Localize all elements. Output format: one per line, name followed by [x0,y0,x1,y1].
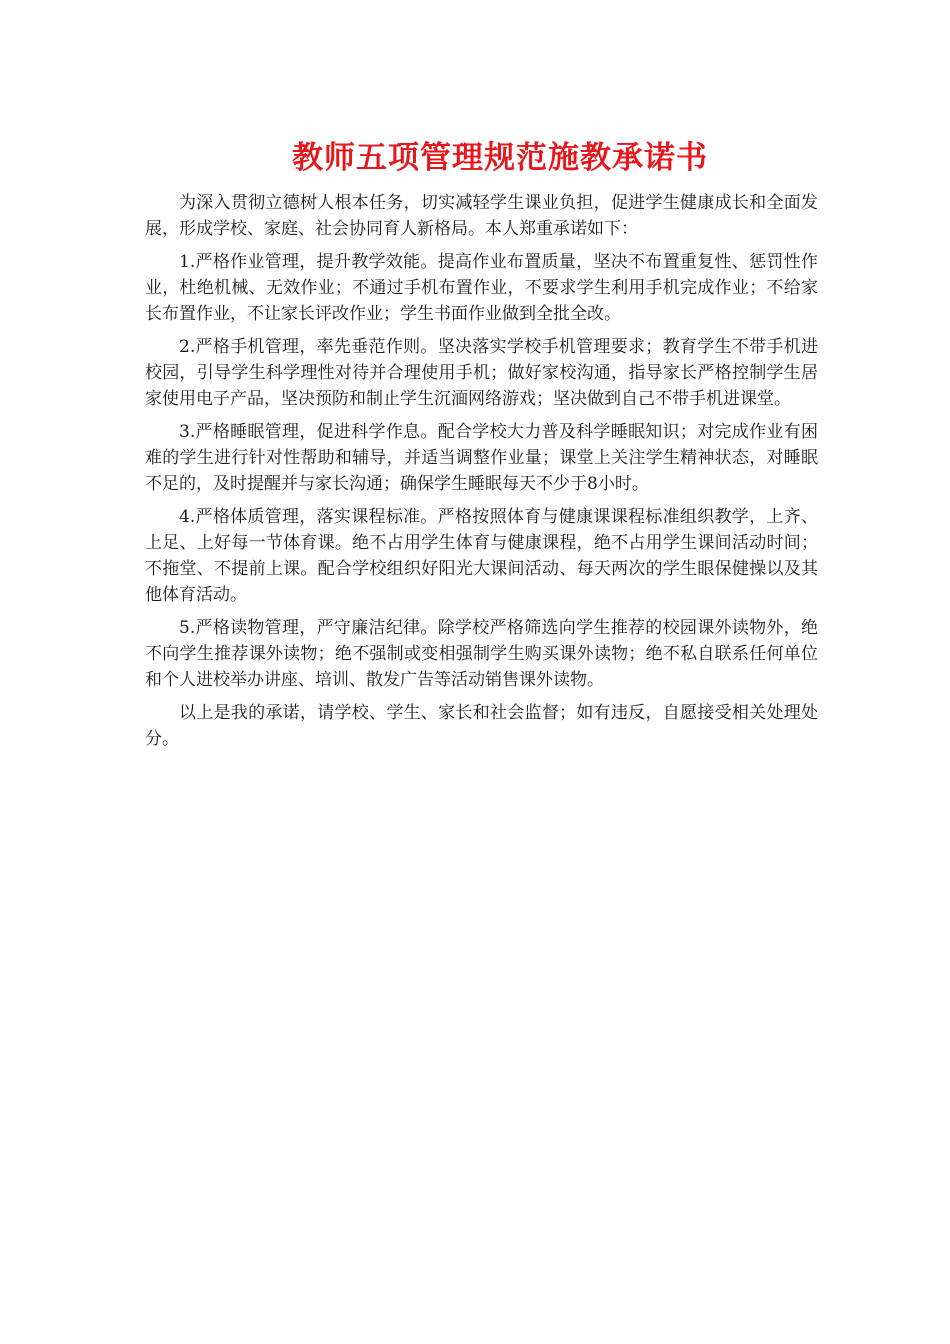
item-paragraph-phone: 2.严格手机管理，率先垂范作则。坚决落实学校手机管理要求；教育学生不带手机进校园，引导学生科学理性对待并合理使用手机；做好家校沟通，指导家长严格控制学生居家使用电子产品，坚决预防和制止学生沉湎网络游戏；坚决做到自己不带手机进课堂。 [145,337,818,409]
document-body [145,190,818,759]
intro-paragraph: 为深入贯彻立德树人根本任务，切实减轻学生课业负担，促进学生健康成长和全面发展，形成学校、家庭、社会协同育人新格局。本人郑重承诺如下： [145,193,818,239]
item-paragraph-homework: 1.严格作业管理，提升教学效能。提高作业布置质量，坚决不布置重复性、惩罚性作业，杜绝机械、无效作业；不通过手机布置作业，不要求学生利用手机完成作业；不给家长布置作业，不让家长评改作业；学生书面作业做到全批全改。 [145,252,818,324]
item-paragraph-sleep: 3.严格睡眠管理，促进科学作息。配合学校大力普及科学睡眠知识；对完成作业有困难的学生进行针对性帮助和辅导，并适当调整作业量；课堂上关注学生精神状态，对睡眠不足的，及时提醒并与家长沟通；确保学生睡眠每天不少于8小时。 [145,422,818,494]
item-paragraph-reading: 5.严格读物管理，严守廉洁纪律。除学校严格筛选向学生推荐的校园课外读物外，绝不向学生推荐课外读物；绝不强制或变相强制学生购买课外读物；绝不私自联系任何单位和个人进校举办讲座、培训、散发广告等活动销售课外读物。 [145,618,818,690]
document-title: 教师五项管理规范施教承诺书 [292,140,708,176]
item-paragraph-physical: 4.严格体质管理，落实课程标准。严格按照体育与健康课课程标准组织教学，上齐、上足、上好每一节体育课。绝不占用学生体育与健康课程，绝不占用学生课间活动时间；不拖堂、不提前上课。配合学校组织好阳光大课间活动、每天两次的学生眼保健操以及其他体育活动。 [145,507,818,605]
closing-paragraph: 以上是我的承诺，请学校、学生、家长和社会监督；如有违反，自愿接受相关处理处分。 [145,703,818,749]
